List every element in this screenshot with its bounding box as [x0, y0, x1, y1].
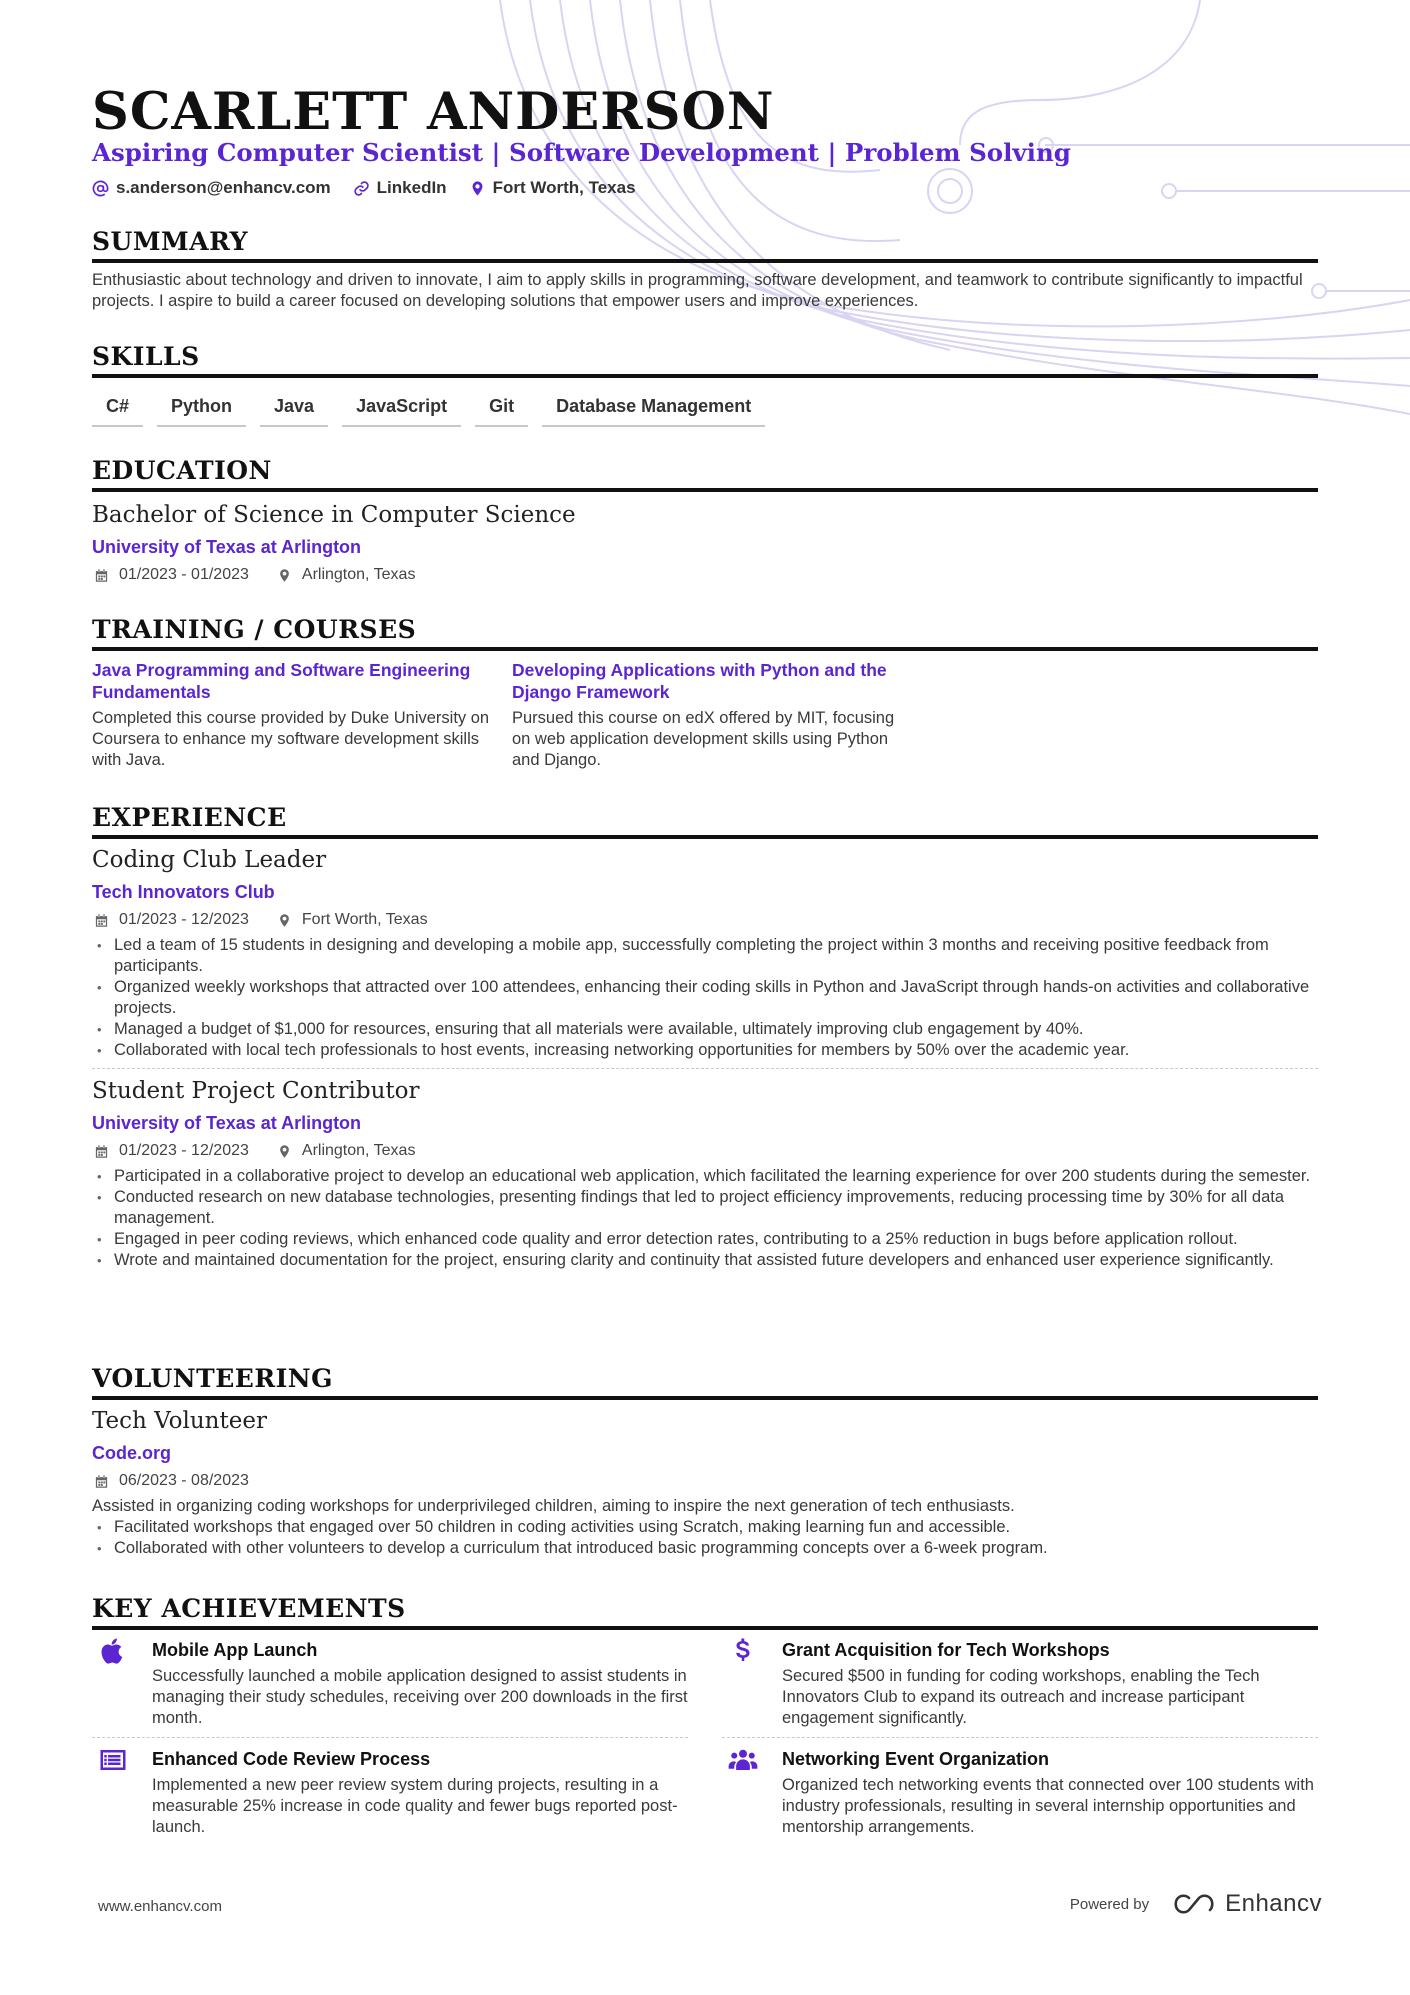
job-dates [94, 909, 249, 931]
divider [92, 1068, 1318, 1069]
achievement-title: Mobile App Launch [152, 1640, 318, 1660]
volunteer-organization: Code.org [92, 1443, 171, 1463]
skill-tag: Java [260, 392, 328, 427]
training-heading: TRAINING / COURSES [92, 614, 1318, 651]
job-organization: Tech Innovators Club [92, 882, 275, 902]
skill-tag: Database Management [542, 392, 765, 427]
achievement-description: Implemented a new peer review system during projects, resulting in a measurable 25% increase in code quality and fewer bugs reported post-launch. [152, 1776, 678, 1836]
volunteer-dates-text: 06/2023 - 08/2023 [119, 1472, 249, 1489]
calendar-icon [94, 568, 109, 583]
enhancv-logo[interactable] [1171, 1890, 1322, 1918]
enhancv-logo-icon [1171, 1892, 1217, 1916]
skills-heading: SKILLS [92, 341, 1318, 378]
bullet-item: • Collaborated with local tech professionals to host events, increasing networking opportunities for members by 50% over the academic year. [92, 1040, 1318, 1061]
course-description: Completed this course provided by Duke University on Coursera to enhance my software development skills with Java. [92, 709, 490, 769]
education-location [277, 564, 416, 586]
volunteer-dates [94, 1470, 249, 1492]
education-meta [94, 564, 415, 586]
brand-name: Enhancv [1225, 1890, 1322, 1917]
dollar-icon [728, 1636, 758, 1666]
location-pin-icon [277, 568, 292, 583]
bullet-item: • Engaged in peer coding reviews, which enhanced code quality and error detection rates, contributing to a 25% reduction in bugs before application rollout. [92, 1229, 1318, 1250]
job-title: Student Project Contributor [92, 1078, 420, 1104]
job-bullets [92, 935, 1318, 1061]
education-dates-text: 01/2023 - 01/2023 [119, 566, 249, 583]
divider [92, 1737, 688, 1738]
achievement-description: Organized tech networking events that connected over 100 students with industry professionals, resulting in several internship opportunities and mentorship arrangements. [782, 1776, 1314, 1836]
achievement-description: Successfully launched a mobile application designed to assist students in managing their study schedules, receiving over 200 downloads in the first month. [152, 1667, 688, 1727]
users-icon [728, 1745, 758, 1775]
volunteer-role: Tech Volunteer [92, 1408, 267, 1434]
job-meta [94, 909, 428, 931]
job-dates-text: 01/2023 - 12/2023 [119, 1142, 249, 1159]
job-title: Coding Club Leader [92, 847, 327, 873]
location-pin-icon [469, 180, 486, 197]
link-icon [353, 180, 370, 197]
volunteer-bullets [92, 1517, 1318, 1559]
bullet-item: • Led a team of 15 students in designing and developing a mobile app, successfully completing the project within 3 months and receiving positive feedback from participants. [92, 935, 1318, 977]
school-name: University of Texas at Arlington [92, 537, 362, 557]
linkedin-contact[interactable] [353, 178, 447, 198]
job-dates-text: 01/2023 - 12/2023 [119, 911, 249, 928]
email-contact[interactable] [92, 178, 331, 198]
skill-tag: Python [157, 392, 246, 427]
linkedin-text: LinkedIn [376, 178, 447, 197]
course-description: Pursued this course on edX offered by MIT, focusing on web application development skills using Python and Django. [512, 709, 895, 769]
job-location-text: Arlington, Texas [301, 1142, 416, 1159]
calendar-icon [94, 913, 109, 928]
summary-heading: SUMMARY [92, 226, 1318, 263]
job-organization: University of Texas at Arlington [92, 1113, 362, 1133]
headline: Aspiring Computer Scientist | Software Development | Problem Solving [92, 138, 1071, 167]
volunteer-meta [94, 1470, 249, 1492]
job-bullets [92, 1166, 1318, 1271]
degree-title: Bachelor of Science in Computer Science [92, 502, 576, 528]
volunteering-heading: VOLUNTEERING [92, 1363, 1318, 1400]
achievement-title: Networking Event Organization [782, 1749, 1050, 1769]
location-contact [469, 178, 636, 198]
email-text: s.anderson@enhancv.com [116, 178, 331, 197]
course-title: Developing Applications with Python and the Django Framework [512, 660, 887, 702]
bullet-item: • Conducted research on new database technologies, presenting findings that led to project efficiency improvements, reducing processing time by 30% for all data management. [92, 1187, 1318, 1229]
education-dates [94, 564, 249, 586]
candidate-name: SCARLETT ANDERSON [92, 82, 775, 142]
bullet-item: • Organized weekly workshops that attracted over 100 attendees, enhancing their coding skills in Python and JavaScript through hands-on activities and collaborative projects. [92, 977, 1318, 1019]
bullet-item: • Collaborated with other volunteers to develop a curriculum that introduced basic programming concepts over a 6-week program. [92, 1538, 1318, 1559]
skill-tag: Git [475, 392, 528, 427]
contact-bar [92, 178, 636, 198]
footer-branding [1070, 1890, 1322, 1918]
summary-text: Enthusiastic about technology and driven to innovate, I aim to apply skills in programming, software development, and teamwork to contribute significantly to impactful projects. I aspire to build a career focused on developing solutions that empower users and improve experiences. [92, 271, 1303, 310]
skill-tag: JavaScript [342, 392, 461, 427]
job-meta [94, 1140, 415, 1162]
bullet-item: • Wrote and maintained documentation for the project, ensuring clarity and continuity that assisted future developers and enhanced user experience significantly. [92, 1250, 1318, 1271]
divider [722, 1737, 1318, 1738]
calendar-icon [94, 1474, 109, 1489]
education-location-text: Arlington, Texas [301, 566, 416, 583]
bullet-item: • Managed a budget of $1,000 for resources, ensuring that all materials were available, ultimately improving club engagement by 40%. [92, 1019, 1318, 1040]
job-location-text: Fort Worth, Texas [301, 911, 428, 928]
skills-list [92, 392, 765, 427]
apple-icon [98, 1636, 128, 1666]
calendar-icon [94, 1144, 109, 1159]
job-location [277, 909, 428, 931]
bullet-item: • Participated in a collaborative project to develop an educational web application, which facilitated the learning experience for over 200 students during the semester. [92, 1166, 1318, 1187]
skill-tag: C# [92, 392, 143, 427]
list-icon [98, 1745, 128, 1775]
education-heading: EDUCATION [92, 455, 1318, 492]
course-title: Java Programming and Software Engineering Fundamentals [92, 660, 471, 702]
achievements-heading: KEY ACHIEVEMENTS [92, 1593, 1318, 1630]
location-text: Fort Worth, Texas [492, 178, 636, 197]
location-pin-icon [277, 913, 292, 928]
at-icon [92, 180, 109, 197]
footer-url[interactable]: www.enhancv.com [98, 1898, 222, 1915]
achievement-description: Secured $500 in funding for coding workshops, enabling the Tech Innovators Club to expand its outreach and increase participant engagement significantly. [782, 1667, 1260, 1727]
location-pin-icon [277, 1144, 292, 1159]
volunteer-intro: Assisted in organizing coding workshops for underprivileged children, aiming to inspire the next generation of tech enthusiasts. [92, 1497, 1015, 1515]
job-dates [94, 1140, 249, 1162]
achievement-title: Enhanced Code Review Process [152, 1749, 431, 1769]
bullet-item: • Facilitated workshops that engaged over 50 children in coding activities using Scratch, making learning fun and accessible. [92, 1517, 1318, 1538]
job-location [277, 1140, 416, 1162]
experience-heading: EXPERIENCE [92, 802, 1318, 839]
achievement-title: Grant Acquisition for Tech Workshops [782, 1640, 1110, 1660]
powered-by-label: Powered by [1069, 1895, 1150, 1913]
